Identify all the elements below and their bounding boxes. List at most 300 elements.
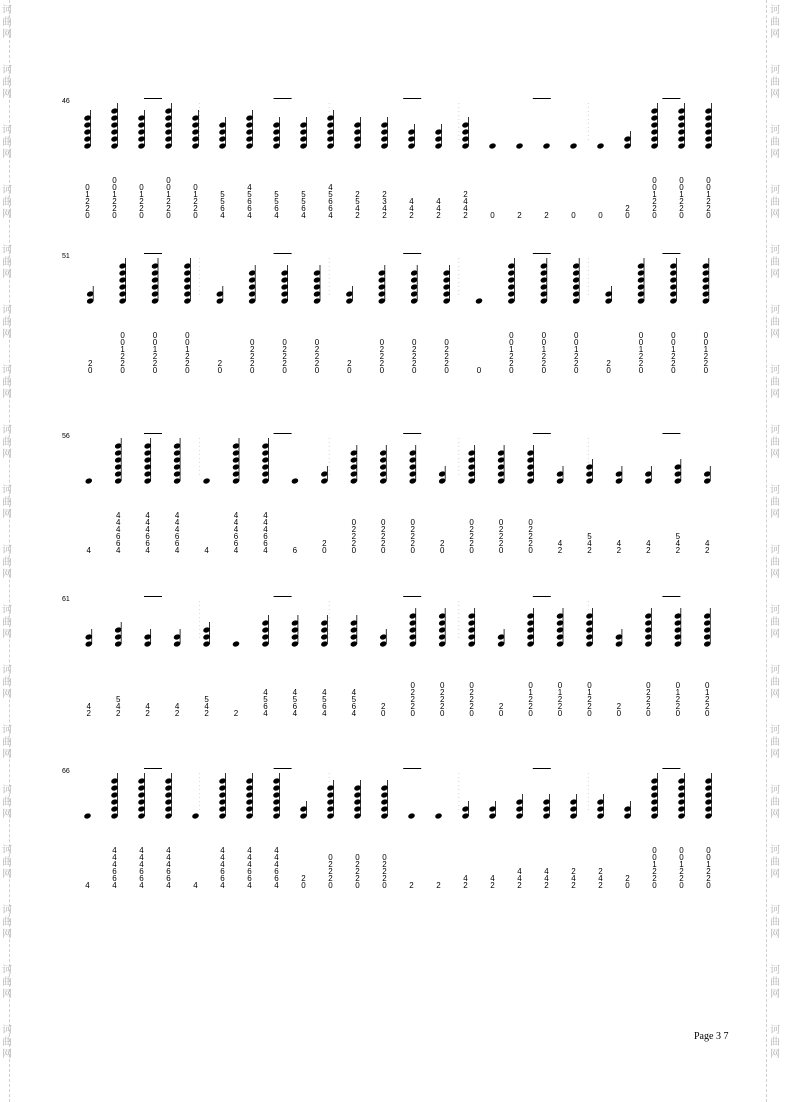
- tab-fret-number: 4: [115, 518, 121, 527]
- watermark-glyph: 网: [2, 509, 12, 520]
- tab-fret-number: 2: [671, 359, 676, 368]
- tab-fret-number: 4: [463, 874, 468, 883]
- tab-fret-number: 0: [439, 546, 445, 555]
- watermark-glyph: 曲: [2, 197, 12, 208]
- tab-fret-number: 4: [675, 539, 681, 548]
- watermark-glyph: 曲: [2, 77, 12, 88]
- watermark-glyph: 网: [2, 809, 12, 820]
- tab-fret-number: 6: [328, 197, 333, 206]
- tab-fret-number: 6: [274, 867, 279, 876]
- tab-fret-number: 2: [120, 352, 125, 361]
- tab-fret-number: 1: [152, 345, 158, 354]
- tab-fret-number: 2: [469, 688, 474, 697]
- tab-fret-number: 2: [115, 709, 121, 718]
- tab-fret-number: 0: [328, 853, 333, 862]
- tab-fret-number: 0: [120, 331, 125, 340]
- watermark-glyph: 诃: [2, 365, 12, 376]
- watermark-glyph: 曲: [770, 617, 780, 628]
- tab-fret-number: 2: [185, 352, 190, 361]
- watermark-glyph: 曲: [2, 677, 12, 688]
- tab-fret-number: 0: [249, 338, 255, 347]
- tab-fret-number: 0: [347, 366, 352, 375]
- tab-fret-number: 4: [112, 853, 117, 862]
- tab-fret-number: 0: [355, 853, 360, 862]
- tab-fret-number: 2: [185, 359, 190, 368]
- score-system-2: [62, 253, 732, 403]
- tab-fret-number: 0: [706, 176, 711, 185]
- tab-fret-number: 1: [573, 345, 579, 354]
- tab-fret-number: 0: [598, 211, 603, 220]
- watermark-glyph: 网: [2, 989, 12, 1000]
- tab-fret-number: 1: [166, 190, 171, 199]
- tab-fret-number: 4: [587, 539, 592, 548]
- watermark-glyph: 曲: [2, 977, 12, 988]
- tab-fret-number: 2: [705, 702, 710, 711]
- watermark-glyph: 诃: [2, 605, 12, 616]
- tab-fret-number: 2: [439, 702, 445, 711]
- tab-fret-number: 0: [193, 183, 198, 192]
- tab-fret-number: 0: [314, 366, 320, 375]
- tab-fret-number: 5: [301, 190, 306, 199]
- watermark-glyph: 诃: [2, 485, 12, 496]
- tab-fret-number: 1: [85, 190, 90, 199]
- tab-fret-number: 2: [498, 532, 504, 541]
- tab-fret-number: 2: [314, 359, 320, 368]
- watermark-glyph: 曲: [770, 317, 780, 328]
- tab-fret-number: 1: [679, 860, 684, 869]
- tab-fret-number: 4: [85, 881, 90, 890]
- tab-fret-number: 4: [247, 881, 252, 890]
- tab-fret-number: 0: [85, 183, 90, 192]
- tab-fret-number: 4: [166, 853, 171, 862]
- tab-fret-number: 0: [381, 546, 386, 555]
- tab-fret-number: 2: [498, 702, 504, 711]
- measure-number: 61: [62, 596, 70, 603]
- tab-fret-number: 4: [233, 546, 239, 555]
- tab-fret-number: 2: [249, 352, 255, 361]
- watermark-glyph: 诃: [770, 725, 780, 736]
- tab-fret-number: 0: [652, 853, 657, 862]
- tab-fret-number: 0: [193, 211, 198, 220]
- tab-fret-number: 4: [263, 709, 268, 718]
- tab-fret-number: 2: [328, 867, 333, 876]
- tab-fret-number: 2: [85, 197, 90, 206]
- tab-fret-number: 0: [625, 211, 630, 220]
- tab-fret-number: 0: [249, 366, 255, 375]
- watermark-glyph: 网: [770, 209, 780, 220]
- notation-staff-1: [62, 98, 732, 228]
- tab-fret-number: 4: [86, 546, 91, 555]
- watermark-glyph: 曲: [770, 977, 780, 988]
- tab-fret-number: 4: [557, 539, 563, 548]
- tab-fret-number: 2: [616, 546, 622, 555]
- tab-fret-number: 6: [274, 204, 279, 213]
- watermark-glyph: 网: [2, 569, 12, 580]
- tab-fret-number: 2: [646, 546, 651, 555]
- watermark-glyph: 网: [770, 989, 780, 1000]
- tab-fret-number: 2: [249, 345, 255, 354]
- watermark-glyph: 诃: [2, 65, 12, 76]
- tab-fret-number: 1: [705, 688, 710, 697]
- watermark-glyph: 诃: [2, 245, 12, 256]
- tab-fret-number: 2: [652, 204, 657, 213]
- tab-fret-number: 2: [382, 867, 387, 876]
- watermark-glyph: 曲: [770, 917, 780, 928]
- watermark-glyph: 诃: [770, 185, 780, 196]
- tab-fret-number: 0: [381, 518, 386, 527]
- watermark-glyph: 曲: [2, 797, 12, 808]
- tab-fret-number: 2: [705, 695, 710, 704]
- tab-fret-number: 2: [528, 525, 533, 534]
- tab-fret-number: 2: [152, 359, 158, 368]
- tab-fret-number: 2: [509, 359, 514, 368]
- tab-fret-number: 4: [115, 702, 121, 711]
- notehead: [85, 477, 93, 484]
- tab-fret-number: 2: [541, 352, 547, 361]
- tab-fret-number: 2: [112, 197, 117, 206]
- tab-fret-number: 2: [557, 695, 563, 704]
- watermark-glyph: 诃: [2, 965, 12, 976]
- tab-fret-number: 4: [204, 702, 209, 711]
- tab-fret-number: 2: [282, 352, 287, 361]
- tab-fret-number: 1: [139, 190, 144, 199]
- tab-fret-number: 2: [587, 695, 592, 704]
- score-system-5: [62, 768, 732, 918]
- tab-fret-number: 2: [139, 204, 144, 213]
- tab-fret-number: 0: [587, 709, 592, 718]
- tab-fret-number: 2: [382, 874, 387, 883]
- tab-fret-number: 4: [247, 211, 252, 220]
- notehead: [488, 142, 496, 149]
- tab-fret-number: 5: [115, 695, 121, 704]
- tab-fret-number: 6: [274, 874, 279, 883]
- tab-fret-number: 2: [381, 702, 386, 711]
- tab-fret-number: 2: [174, 709, 180, 718]
- watermark-glyph: 网: [770, 809, 780, 820]
- tab-fret-number: 2: [87, 359, 93, 368]
- notehead: [569, 142, 577, 149]
- tab-fret-number: 4: [263, 546, 268, 555]
- tab-fret-number: 2: [409, 211, 414, 220]
- tab-fret-number: 2: [381, 525, 386, 534]
- tab-fret-number: 4: [436, 204, 441, 213]
- tab-fret-number: 2: [249, 359, 255, 368]
- tab-fret-number: 4: [463, 204, 468, 213]
- watermark-glyph: 诃: [770, 125, 780, 136]
- watermark-glyph: 曲: [2, 1037, 12, 1048]
- tab-fret-number: 4: [220, 881, 225, 890]
- watermark-glyph: 网: [2, 749, 12, 760]
- watermark-glyph: 诃: [770, 305, 780, 316]
- tab-fret-number: 0: [675, 709, 681, 718]
- watermark-glyph: 曲: [770, 77, 780, 88]
- tab-fret-number: 2: [705, 546, 710, 555]
- watermark-glyph: 诃: [770, 665, 780, 676]
- watermark-glyph: 曲: [770, 497, 780, 508]
- watermark-glyph: 网: [770, 29, 780, 40]
- tab-fret-number: 4: [355, 204, 360, 213]
- watermark-glyph: 诃: [770, 1025, 780, 1036]
- tab-fret-number: 2: [86, 709, 91, 718]
- watermark-glyph: 网: [770, 329, 780, 340]
- watermark-glyph: 诃: [2, 785, 12, 796]
- tab-fret-number: 2: [351, 539, 357, 548]
- tab-fret-number: 2: [322, 539, 327, 548]
- tab-fret-number: 4: [115, 511, 121, 520]
- tab-fret-number: 0: [410, 518, 415, 527]
- tab-fret-number: 0: [498, 709, 504, 718]
- watermark-glyph: 网: [2, 389, 12, 400]
- tab-fret-number: 2: [328, 860, 333, 869]
- tab-fret-number: 1: [703, 345, 709, 354]
- tab-fret-number: 5: [322, 695, 327, 704]
- tab-fret-number: 5: [220, 190, 225, 199]
- tab-fret-number: 0: [379, 366, 385, 375]
- tab-fret-number: 2: [675, 546, 681, 555]
- tab-fret-number: 2: [410, 539, 415, 548]
- tab-fret-number: 4: [263, 511, 268, 520]
- watermark-glyph: 网: [2, 329, 12, 340]
- tab-fret-number: 0: [652, 183, 657, 192]
- tab-fret-number: 2: [528, 695, 533, 704]
- tab-fret-number: 2: [166, 197, 171, 206]
- tab-fret-number: 0: [120, 338, 125, 347]
- tab-fret-number: 2: [573, 352, 579, 361]
- tab-fret-number: 0: [411, 366, 417, 375]
- tab-fret-number: 2: [625, 204, 630, 213]
- tab-fret-number: 2: [410, 525, 415, 534]
- tab-fret-number: 2: [439, 539, 445, 548]
- tab-fret-number: 2: [204, 709, 209, 718]
- tab-fret-number: 0: [573, 338, 579, 347]
- tab-fret-number: 4: [616, 539, 622, 548]
- tab-fret-number: 0: [185, 331, 190, 340]
- watermark-glyph: 网: [770, 449, 780, 460]
- notehead: [515, 142, 523, 149]
- tab-fret-number: 1: [652, 190, 657, 199]
- tab-fret-number: 0: [679, 853, 684, 862]
- watermark-glyph: 网: [2, 29, 12, 40]
- tab-fret-number: 6: [115, 539, 121, 548]
- tab-fret-number: 5: [263, 695, 268, 704]
- tab-fret-number: 0: [382, 853, 387, 862]
- notehead: [83, 812, 91, 819]
- tab-fret-number: 4: [292, 688, 298, 697]
- tab-fret-number: 0: [152, 331, 158, 340]
- tab-fret-number: 2: [509, 352, 514, 361]
- notehead: [542, 142, 550, 149]
- tab-fret-number: 0: [706, 881, 711, 890]
- tab-fret-number: 2: [410, 688, 415, 697]
- tab-fret-number: 2: [706, 867, 711, 876]
- watermark-glyph: 诃: [2, 185, 12, 196]
- notation-staff-3: [62, 433, 732, 563]
- tab-fret-number: 2: [233, 709, 239, 718]
- tab-fret-number: 0: [638, 331, 644, 340]
- tab-fret-number: 2: [587, 702, 592, 711]
- tab-fret-number: 2: [351, 525, 357, 534]
- tab-fret-number: 2: [439, 688, 445, 697]
- tab-fret-number: 5: [587, 532, 592, 541]
- tab-fret-number: 1: [557, 688, 563, 697]
- tab-fret-number: 1: [112, 190, 117, 199]
- score-system-3: [62, 433, 732, 583]
- tab-fret-number: 2: [498, 525, 504, 534]
- watermark-glyph: 曲: [770, 197, 780, 208]
- tab-fret-number: 4: [247, 860, 252, 869]
- tab-fret-number: 0: [185, 338, 190, 347]
- tab-fret-number: 0: [382, 881, 387, 890]
- tab-fret-number: 6: [247, 197, 252, 206]
- tab-fret-number: 4: [112, 860, 117, 869]
- tab-fret-number: 4: [571, 874, 576, 883]
- tab-fret-number: 2: [469, 702, 474, 711]
- tab-fret-number: 6: [166, 874, 171, 883]
- tab-fret-number: 2: [469, 695, 474, 704]
- page-number: Page 3 7: [694, 1031, 729, 1042]
- tab-fret-number: 2: [411, 352, 417, 361]
- tab-fret-number: 4: [263, 688, 268, 697]
- tab-fret-number: 2: [469, 539, 474, 548]
- tab-fret-number: 6: [166, 867, 171, 876]
- tab-fret-number: 0: [528, 546, 533, 555]
- watermark-glyph: 曲: [770, 737, 780, 748]
- tab-fret-number: 6: [112, 867, 117, 876]
- tab-fret-number: 4: [517, 867, 522, 876]
- watermark-glyph: 网: [2, 929, 12, 940]
- watermark-glyph: 诃: [770, 365, 780, 376]
- tab-fret-number: 4: [646, 539, 651, 548]
- tab-fret-number: 5: [220, 197, 225, 206]
- watermark-glyph: 诃: [2, 5, 12, 16]
- watermark-glyph: 曲: [2, 317, 12, 328]
- watermark-glyph: 诃: [770, 245, 780, 256]
- tab-fret-number: 5: [328, 190, 333, 199]
- tab-fret-number: 6: [263, 532, 268, 541]
- tab-fret-number: 6: [139, 867, 144, 876]
- tab-fret-number: 4: [274, 860, 279, 869]
- tab-fret-number: 2: [301, 874, 306, 883]
- tab-fret-number: 6: [115, 532, 121, 541]
- tab-fret-number: 0: [541, 366, 547, 375]
- watermark-glyph: 诃: [2, 125, 12, 136]
- watermark-glyph: 诃: [2, 305, 12, 316]
- tab-fret-number: 0: [282, 338, 287, 347]
- tab-fret-number: 2: [616, 702, 622, 711]
- tab-fret-number: 2: [444, 352, 449, 361]
- tab-fret-number: 2: [625, 874, 630, 883]
- tab-fret-number: 2: [544, 881, 549, 890]
- tab-fret-number: 2: [193, 204, 198, 213]
- tab-fret-number: 5: [355, 197, 360, 206]
- watermark-glyph: 曲: [770, 797, 780, 808]
- tab-fret-number: 2: [439, 695, 445, 704]
- tab-fret-number: 6: [328, 204, 333, 213]
- tab-fret-number: 2: [528, 532, 533, 541]
- tab-fret-number: 4: [490, 874, 495, 883]
- tab-fret-number: 5: [301, 197, 306, 206]
- tab-fret-number: 0: [528, 518, 533, 527]
- tab-fret-number: 1: [638, 345, 644, 354]
- watermark-glyph: 网: [2, 149, 12, 160]
- tab-fret-number: 4: [263, 518, 268, 527]
- watermark-glyph: 曲: [770, 257, 780, 268]
- measure-number: 66: [62, 768, 70, 775]
- tab-fret-number: 4: [328, 211, 333, 220]
- tab-fret-number: 0: [410, 546, 415, 555]
- tab-fret-number: 0: [328, 881, 333, 890]
- tab-fret-number: 0: [152, 338, 158, 347]
- watermark-glyph: 曲: [770, 137, 780, 148]
- tab-fret-number: 0: [112, 211, 117, 220]
- tab-fret-number: 0: [557, 709, 563, 718]
- watermark-glyph: 网: [2, 269, 12, 280]
- tab-fret-number: 2: [411, 345, 417, 354]
- tab-fret-number: 4: [292, 709, 298, 718]
- tab-fret-number: 2: [675, 695, 681, 704]
- tab-fret-number: 2: [355, 860, 360, 869]
- tab-fret-number: 4: [328, 183, 333, 192]
- tab-fret-number: 2: [381, 532, 386, 541]
- tab-fret-number: 4: [301, 211, 306, 220]
- tab-fret-number: 0: [671, 338, 676, 347]
- tab-fret-number: 4: [174, 546, 180, 555]
- watermark-glyph: 网: [770, 749, 780, 760]
- tab-fret-number: 0: [703, 331, 709, 340]
- tab-fret-number: 0: [652, 211, 657, 220]
- watermark-glyph: 诃: [2, 905, 12, 916]
- tab-fret-number: 5: [247, 190, 252, 199]
- tab-fret-number: 2: [703, 352, 709, 361]
- watermark-glyph: 诃: [2, 725, 12, 736]
- tab-fret-number: 2: [436, 211, 441, 220]
- watermark-glyph: 诃: [770, 605, 780, 616]
- watermark-glyph: 曲: [2, 737, 12, 748]
- notehead: [202, 477, 210, 484]
- tab-fret-number: 1: [675, 688, 681, 697]
- watermark-glyph: 曲: [2, 257, 12, 268]
- tab-fret-number: 2: [382, 211, 387, 220]
- tab-fret-number: 2: [517, 881, 522, 890]
- tab-fret-number: 4: [220, 846, 225, 855]
- tab-fret-number: 0: [587, 681, 592, 690]
- tab-fret-number: 6: [351, 702, 357, 711]
- tab-fret-number: 4: [351, 709, 357, 718]
- tab-fret-number: 0: [152, 366, 158, 375]
- tab-fret-number: 0: [87, 366, 93, 375]
- tab-fret-number: 0: [652, 881, 657, 890]
- tab-fret-number: 0: [646, 681, 651, 690]
- tab-fret-number: 5: [675, 532, 681, 541]
- tab-fret-number: 4: [544, 867, 549, 876]
- tab-fret-number: 4: [139, 846, 144, 855]
- tab-fret-number: 2: [573, 359, 579, 368]
- tab-fret-number: 4: [145, 511, 150, 520]
- tab-fret-number: 4: [409, 197, 414, 206]
- tab-fret-number: 6: [292, 702, 298, 711]
- tab-fret-number: 0: [646, 709, 651, 718]
- tab-fret-number: 4: [517, 874, 522, 883]
- notehead: [407, 812, 415, 819]
- tab-fret-number: 1: [509, 345, 514, 354]
- tab-fret-number: 4: [112, 846, 117, 855]
- tab-fret-number: 4: [166, 846, 171, 855]
- tab-fret-number: 4: [139, 881, 144, 890]
- tab-fret-number: 4: [204, 546, 209, 555]
- tab-fret-number: 0: [411, 338, 417, 347]
- tab-fret-number: 2: [355, 867, 360, 876]
- tab-fret-number: 2: [675, 702, 681, 711]
